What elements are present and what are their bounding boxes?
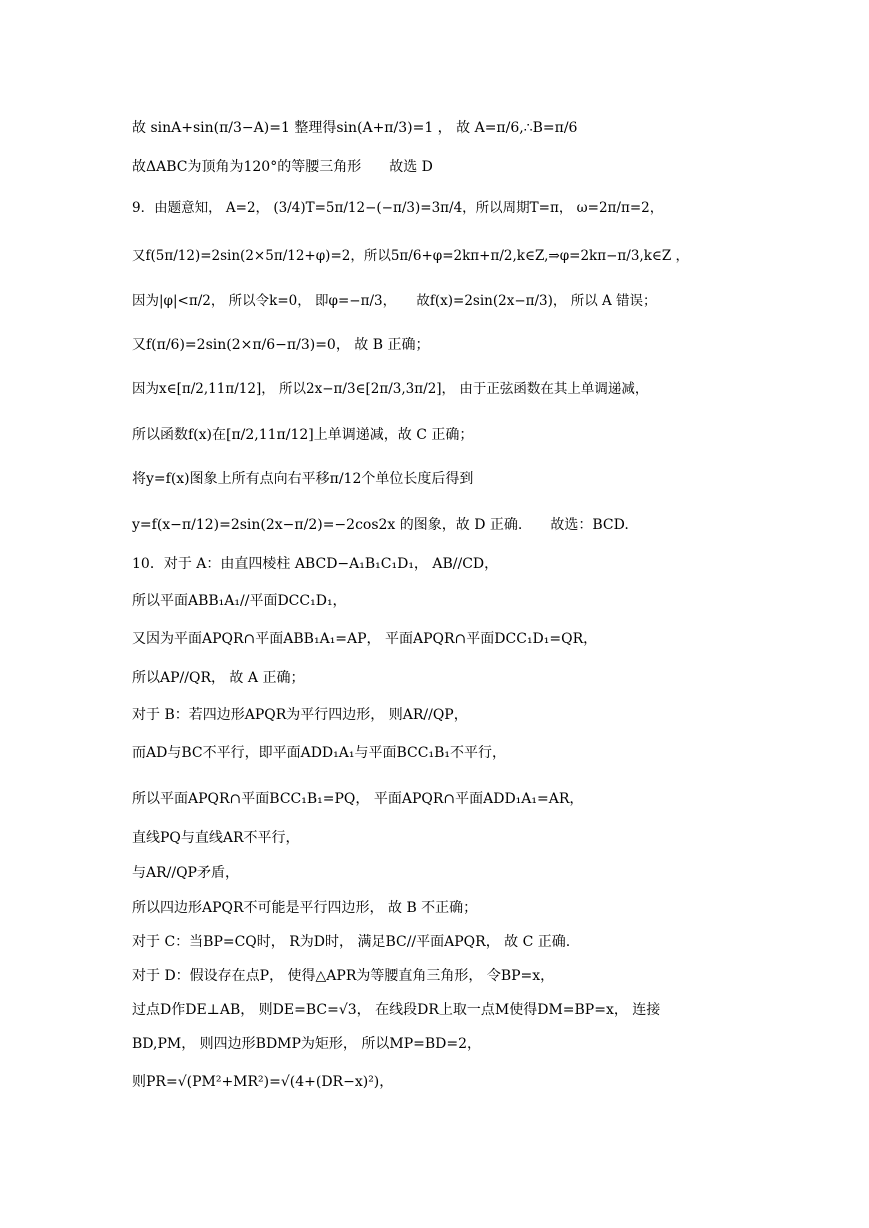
text-line: 故 sinA+sin(π/3−A)=1 整理得sin(A+π/3)=1 ， 故 A=π/6,∴B=π/6 bbox=[132, 120, 578, 136]
text-line: 对于 C：当BP=CQ时， R为D时， 满足BC//平面APQR， 故 C 正确. bbox=[132, 934, 571, 950]
text-line: y=f(x−π/12)=2sin(2x−π/2)=−2cos2x 的图象，故 D 正确. 故选：BCD. bbox=[132, 517, 629, 533]
text-line: 将y=f(x)图象上所有点向右平移π/12个单位长度后得到 bbox=[132, 471, 474, 487]
text-line: 因为x∈[π/2,11π/12]， 所以2x−π/3∈[2π/3,3π/2]， 由于正弦函数在其上单调递减， bbox=[132, 381, 649, 397]
text-line: 所以平面APQR∩平面BCC₁B₁=PQ， 平面APQR∩平面ADD₁A₁=AR， bbox=[132, 791, 584, 807]
text-line: 所以AP//QR， 故 A 正确； bbox=[132, 670, 305, 686]
text-line: 故ΔABC为顶角为120°的等腰三角形 故选 D bbox=[132, 159, 433, 175]
text-line: 又因为平面APQR∩平面ABB₁A₁=AP， 平面APQR∩平面DCC₁D₁=QR， bbox=[132, 631, 598, 647]
text-line: 所以四边形APQR不可能是平行四边形， 故 B 不正确； bbox=[132, 900, 478, 916]
text-line: 所以函数f(x)在[π/2,11π/12]上单调递减，故 C 正确； bbox=[132, 427, 474, 443]
text-line: BD,PM， 则四边形BDMP为矩形， 所以MP=BD=2， bbox=[132, 1036, 482, 1052]
text-line: 9．由题意知， A=2， (3/4)T=5π/12−(−π/3)=3π/4，所以周期T=π， ω=2π/π=2， bbox=[132, 200, 664, 216]
text-line: 对于 B：若四边形APQR为平行四边形， 则AR//QP， bbox=[132, 707, 468, 723]
text-line: 过点D作DE⊥AB， 则DE=BC=√3， 在线段DR上取一点M使得DM=BP=x， 连接 bbox=[132, 1002, 661, 1018]
text-line: 而AD与BC不平行，即平面ADD₁A₁与平面BCC₁B₁不平行， bbox=[132, 745, 506, 761]
text-line: 又f(π/6)=2sin(2×π/6−π/3)=0， 故 B 正确； bbox=[132, 337, 430, 353]
text-line: 所以平面ABB₁A₁//平面DCC₁D₁， bbox=[132, 593, 347, 609]
text-line: 则PR=√(PM²+MR²)=√(4+(DR−x)²)， bbox=[132, 1074, 394, 1090]
text-line: 对于 D：假设存在点P， 使得△APR为等腰直角三角形， 令BP=x， bbox=[132, 968, 555, 984]
text-line: 因为|φ|<π/2， 所以令k=0， 即φ=−π/3， 故f(x)=2sin(2x−π/3)， 所以 A 错误； bbox=[132, 293, 657, 309]
text-line: 10．对于 A：由直四棱柱 ABCD−A₁B₁C₁D₁， AB//CD， bbox=[132, 556, 499, 572]
text-line: 与AR//QP矛盾， bbox=[132, 865, 239, 881]
text-line: 直线PQ与直线AR不平行， bbox=[132, 830, 300, 846]
text-line: 又f(5π/12)=2sin(2×5π/12+φ)=2，所以5π/6+φ=2kπ+π/2,k∈Z,⇒φ=2kπ−π/3,k∈Z ， bbox=[132, 248, 690, 264]
